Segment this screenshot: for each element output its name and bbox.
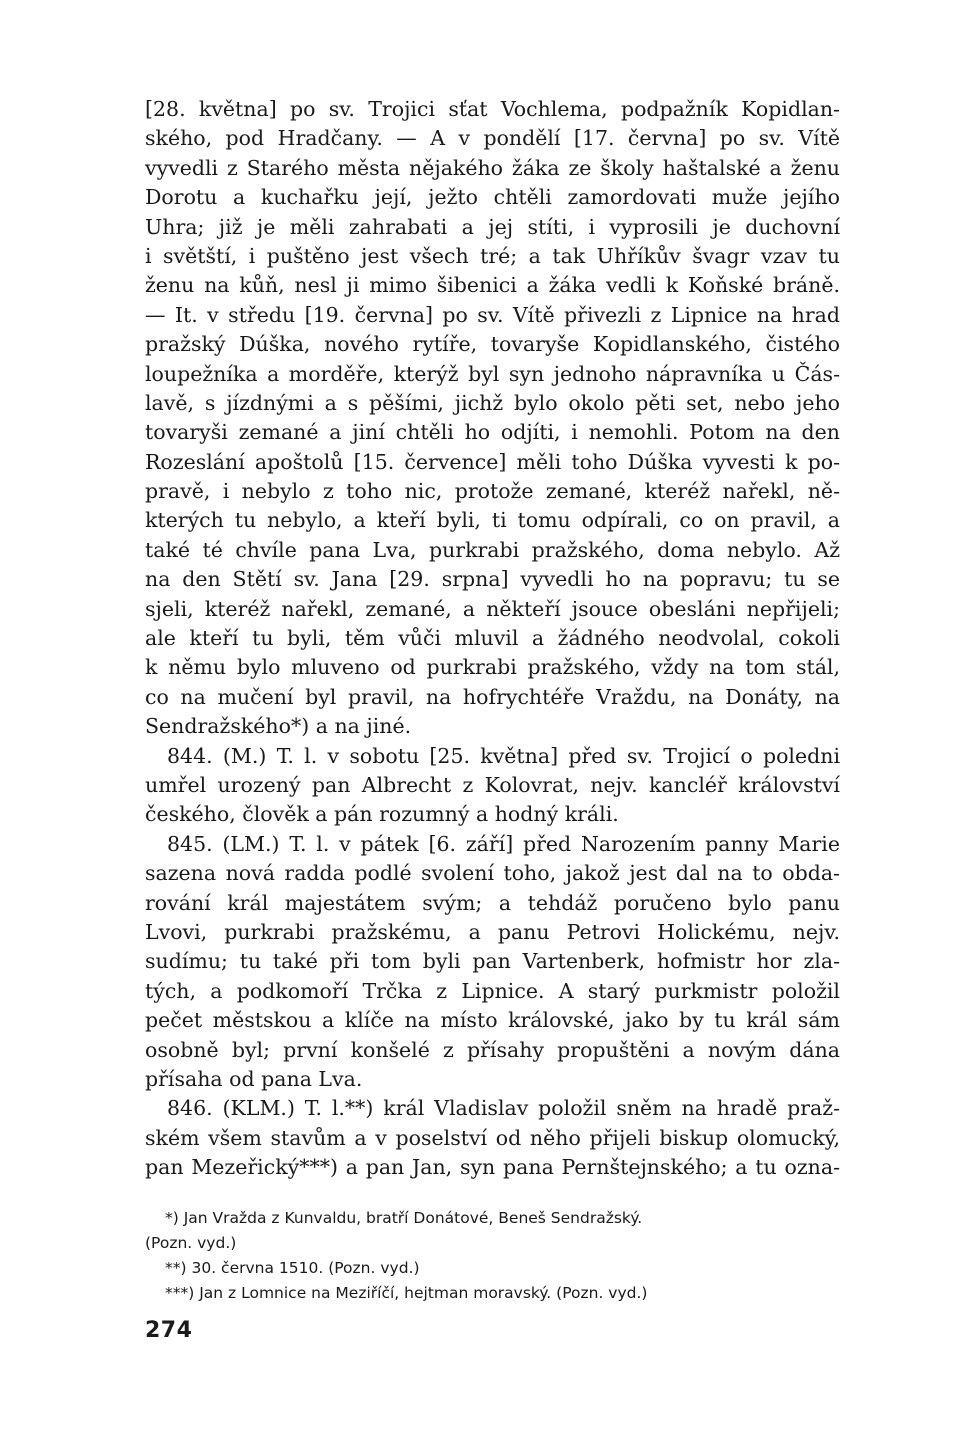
footnote-3: ***) Jan z Lomnice na Meziříčí, hejtman moravský. (Pozn. vyd.)	[165, 1284, 648, 1303]
text-line: vyvedli z Starého města nějakého žáka ze školy haštalské a ženu	[145, 155, 840, 180]
footnote-1-continued: (Pozn. vyd.)	[145, 1234, 237, 1253]
page-number: 274	[145, 1318, 193, 1343]
entry-844-line: 844. (M.) T. l. v sobotu [25. května] před sv. Trojicí o poledni	[167, 743, 840, 768]
entry-846-line: 846. (KLM.) T. l.**) král Vladislav položil sněm na hradě praž-	[167, 1096, 840, 1121]
text-line: sjeli, kteréž nařekl, zemané, a někteří jsouce obesláni nepřijeli;	[145, 596, 840, 621]
text-line: také té chvíle pana Lva, purkrabi pražského, doma nebylo. Až	[145, 537, 840, 562]
footnote-1: *) Jan Vražda z Kunvaldu, bratří Donátové, Beneš Sendražský.	[165, 1209, 643, 1228]
text-line: ale kteří tu byli, těm vůči mluvil a žádného neodvolal, cokoli	[145, 626, 840, 651]
text-line: rování král majestátem svým; a tehdáž poručeno bylo panu	[145, 890, 840, 915]
text-line: pražský Dúška, nového rytíře, tovaryše Kopidlanského, čistého	[145, 332, 840, 357]
text-line: co na mučení byl pravil, na hofrychtéře Vraždu, na Donáty, na	[145, 684, 840, 709]
footnote-2: **) 30. června 1510. (Pozn. vyd.)	[165, 1259, 420, 1278]
text-line: Rozeslání apoštolů [15. července] měli toho Dúška vyvesti k po-	[145, 449, 840, 474]
text-line: ženu na kůň, nesl ji mimo šibenici a žáka vedli k Koňské bráně.	[145, 273, 840, 298]
text-line: kterých tu nebylo, a kteří byli, ti tomu odpírali, co on pravil, a	[145, 508, 840, 533]
text-line: na den Stětí sv. Jana [29. srpna] vyvedli ho na popravu; tu se	[145, 567, 840, 592]
text-line: tých, a podkomoří Trčka z Lipnice. A starý purkmistr položil	[145, 978, 840, 1003]
text-line: přísaha od pana Lva.	[145, 1066, 363, 1091]
text-line: [28. května] po sv. Trojici sťat Vochlema, podpažník Kopidlan-	[145, 97, 840, 121]
text-line: Lvovi, purkrabi pražskému, a panu Petrovi Holickému, nejv.	[145, 919, 840, 944]
text-line: sazena nová radda podlé svolení toho, jakož jest dal na to obda-	[145, 861, 840, 886]
text-line: tovaryši zemané a jiní chtěli ho odjíti, i nemohli. Potom na den	[145, 420, 840, 445]
text-line: pravě, i nebylo z toho nic, protože zemané, kteréž nařekl, ně-	[145, 479, 840, 504]
text-line: pan Mezeřický***) a pan Jan, syn pana Pernštejnského; a tu ozna-	[145, 1155, 840, 1180]
text-line: loupežníka a morděře, kterýž byl syn jednoho nápravníka u Čás-	[145, 361, 840, 386]
text-line: ského, pod Hradčany. — A v pondělí [17. června] po sv. Vítě	[145, 126, 840, 151]
text-line: k němu bylo mluveno od purkrabi pražského, vždy na tom stál,	[145, 655, 840, 680]
text-line: Uhra; již je měli zahrabati a jej stíti, i vyprosili je duchovní	[145, 214, 840, 239]
text-line: českého, člověk a pán rozumný a hodný králi.	[145, 802, 619, 827]
text-line: Dorotu a kuchařku její, ježto chtěli zamordovati muže jejího	[145, 185, 840, 210]
text-line: pečet městskou a klíče na místo královské, jako by tu král sám	[145, 1008, 840, 1033]
text-line: Sendražského*) a na jiné.	[145, 714, 412, 739]
text-line: lavě, s jízdnými a s pěšími, jichž bylo okolo pěti set, nebo jeho	[145, 390, 840, 415]
text-line: — It. v středu [19. června] po sv. Vítě přivezli z Lipnice na hrad	[145, 302, 840, 327]
entry-845-line: 845. (LM.) T. l. v pátek [6. září] před Narozením panny Marie	[167, 831, 840, 856]
text-line: sudímu; tu také při tom byli pan Vartenberk, hofmistr hor zla-	[145, 949, 840, 974]
text-line: ském všem stavům a v poselství od něho přijeli biskup olomucký,	[145, 1125, 840, 1150]
page-text	[145, 95, 840, 1306]
text-line: osobně byl; první konšelé z přísahy propuštěni a novým dána	[145, 1037, 840, 1062]
text-line: i světští, i puštěno jest všech tré; a tak Uhříkův švagr vzav tu	[145, 243, 840, 268]
text-line: umřel urozený pan Albrecht z Kolovrat, nejv. kancléř království	[145, 772, 840, 797]
